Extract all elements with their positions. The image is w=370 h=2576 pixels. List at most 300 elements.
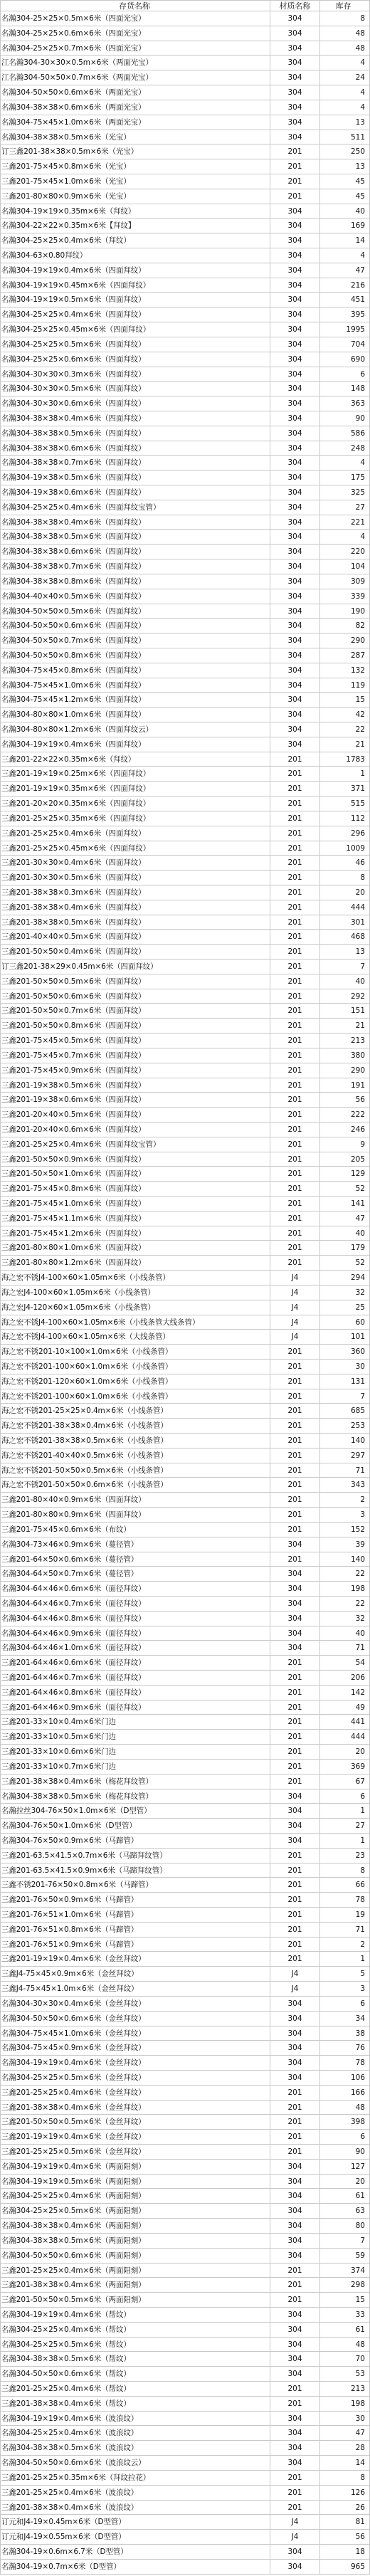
cell-stock[interactable]: 586 xyxy=(320,426,370,441)
cell-material[interactable]: 304 xyxy=(270,382,320,396)
cell-material[interactable]: J4 xyxy=(270,1315,320,1330)
cell-stock[interactable]: 140 xyxy=(320,1434,370,1449)
cell-name[interactable]: 三鑫201-75×45×1.1m×6米（四面拜纹） xyxy=(0,1211,270,1226)
cell-material[interactable]: 304 xyxy=(270,2234,320,2249)
cell-stock[interactable]: 30 xyxy=(320,1360,370,1374)
cell-material[interactable]: 304 xyxy=(270,1997,320,2012)
cell-stock[interactable]: 213 xyxy=(320,2382,370,2397)
cell-name[interactable]: 名瀚304-50×50×0.6m×6米（金丝拜纹） xyxy=(0,2012,270,2026)
cell-name[interactable]: 海之宏不锈201-40×40×0.5m×6米（小线条管） xyxy=(0,1449,270,1463)
cell-name[interactable]: 海之宏不锈201-50×50×0.6m×6米（小线条管） xyxy=(0,1478,270,1493)
cell-name[interactable]: 名瀚304-50×50×0.6m×6米（四面拜纹） xyxy=(0,619,270,634)
cell-stock[interactable]: 216 xyxy=(320,278,370,293)
cell-name[interactable]: 名瀚304-19×19×0.35m×6米（拜纹） xyxy=(0,204,270,219)
table-row[interactable] xyxy=(0,708,370,722)
table-row[interactable] xyxy=(0,1715,370,1730)
cell-material[interactable]: 201 xyxy=(270,1108,320,1123)
cell-stock[interactable]: 3 xyxy=(320,1982,370,1997)
cell-material[interactable]: 304 xyxy=(270,2456,320,2471)
cell-name[interactable]: 名瀚304-38×38×0.5m×6米（波浪纹） xyxy=(0,2441,270,2456)
table-row[interactable] xyxy=(0,1908,370,1923)
table-row[interactable] xyxy=(0,945,370,960)
table-row[interactable] xyxy=(0,1226,370,1241)
cell-material[interactable]: 304 xyxy=(270,307,320,322)
table-row[interactable] xyxy=(0,1152,370,1167)
cell-name[interactable]: 海之宏不锈J4-100×60×1.05m×6米（小线条管大线条管） xyxy=(0,1315,270,1330)
cell-stock[interactable]: 27 xyxy=(320,500,370,515)
cell-material[interactable]: 201 xyxy=(270,2382,320,2397)
table-row[interactable] xyxy=(0,1300,370,1315)
cell-material[interactable]: 304 xyxy=(270,634,320,648)
cell-name[interactable]: 名瀚304-38×38×0.5m×6米（四面拜纹） xyxy=(0,426,270,441)
table-row[interactable] xyxy=(0,1597,370,1612)
cell-name[interactable]: 三鑫201-20×20×0.35m×6米（四面拜纹） xyxy=(0,797,270,811)
cell-name[interactable]: 名瀚304-38×38×0.4m×6米（四面拜纹） xyxy=(0,411,270,426)
cell-stock[interactable]: 141 xyxy=(320,1197,370,1211)
cell-name[interactable]: 三鑫201-38×38×0.4m×6米（四面拜纹） xyxy=(0,900,270,915)
header-name[interactable]: 存货名称 xyxy=(0,0,270,11)
cell-material[interactable]: 304 xyxy=(270,693,320,708)
cell-stock[interactable]: 374 xyxy=(320,2264,370,2278)
cell-material[interactable]: 304 xyxy=(270,2412,320,2427)
table-row[interactable] xyxy=(0,2293,370,2308)
cell-material[interactable]: 201 xyxy=(270,2145,320,2160)
cell-material[interactable]: 304 xyxy=(270,278,320,293)
cell-stock[interactable]: 511 xyxy=(320,130,370,145)
table-row[interactable] xyxy=(0,41,370,56)
cell-material[interactable]: 201 xyxy=(270,871,320,885)
table-row[interactable] xyxy=(0,1256,370,1271)
cell-stock[interactable]: 380 xyxy=(320,1048,370,1063)
cell-stock[interactable]: 13 xyxy=(320,115,370,130)
cell-stock[interactable]: 40 xyxy=(320,204,370,219)
cell-material[interactable]: 201 xyxy=(270,1863,320,1878)
cell-name[interactable]: 三鑫201-19×19×0.4m×6米（金丝拜纹） xyxy=(0,2130,270,2145)
cell-stock[interactable]: 339 xyxy=(320,589,370,604)
cell-name[interactable]: 三鑫201-38×38×0.4m×6米（金丝拜纹） xyxy=(0,2101,270,2115)
cell-stock[interactable]: 22 xyxy=(320,1567,370,1582)
cell-material[interactable]: 304 xyxy=(270,2189,320,2204)
table-row[interactable] xyxy=(0,1671,370,1686)
table-row[interactable] xyxy=(0,2189,370,2204)
cell-stock[interactable]: 8 xyxy=(320,1863,370,1878)
table-row[interactable] xyxy=(0,1123,370,1137)
cell-material[interactable]: 201 xyxy=(270,811,320,826)
cell-name[interactable]: 名瀚304-25×25×0.4m×6米（帮纹） xyxy=(0,2323,270,2338)
cell-name[interactable]: 名瀚304-25×25×0.5m×6米（四面光宝） xyxy=(0,11,270,26)
cell-stock[interactable]: 81 xyxy=(320,2515,370,2530)
cell-name[interactable]: 名瀚304-50×50×0.5m×6米（四面拜纹） xyxy=(0,604,270,619)
cell-name[interactable]: 名瀚304-19×19×0.4m×6米（四面拜纹） xyxy=(0,737,270,752)
cell-material[interactable]: 304 xyxy=(270,470,320,485)
cell-material[interactable]: 304 xyxy=(270,485,320,500)
cell-stock[interactable]: 292 xyxy=(320,989,370,1004)
cell-material[interactable]: 201 xyxy=(270,1952,320,1967)
cell-name[interactable]: 三鑫201-76×50×0.9m×6米（马蹄管） xyxy=(0,1893,270,1908)
cell-stock[interactable]: 127 xyxy=(320,2160,370,2175)
table-row[interactable] xyxy=(0,1108,370,1123)
table-row[interactable] xyxy=(0,1626,370,1641)
table-row[interactable] xyxy=(0,1863,370,1878)
table-row[interactable] xyxy=(0,559,370,574)
cell-name[interactable]: 名瀚304-19×19×0.4m×6米（金丝拜纹） xyxy=(0,2056,270,2071)
cell-material[interactable]: 201 xyxy=(270,782,320,797)
table-row[interactable] xyxy=(0,767,370,782)
table-row[interactable] xyxy=(0,2501,370,2515)
cell-stock[interactable]: 126 xyxy=(320,2486,370,2501)
cell-material[interactable]: 201 xyxy=(270,797,320,811)
table-row[interactable] xyxy=(0,1997,370,2012)
cell-stock[interactable]: 179 xyxy=(320,1241,370,1256)
cell-material[interactable]: 304 xyxy=(270,2056,320,2071)
cell-stock[interactable]: 70 xyxy=(320,2352,370,2367)
table-row[interactable] xyxy=(0,2249,370,2264)
table-row[interactable] xyxy=(0,530,370,545)
table-row[interactable] xyxy=(0,1552,370,1567)
cell-stock[interactable]: 685 xyxy=(320,1404,370,1419)
table-row[interactable] xyxy=(0,278,370,293)
cell-name[interactable]: 名瀚304-50×50×0.7m×6米（四面拜纹） xyxy=(0,634,270,648)
cell-stock[interactable]: 4 xyxy=(320,456,370,470)
cell-material[interactable]: 201 xyxy=(270,841,320,856)
table-row[interactable] xyxy=(0,604,370,619)
cell-name[interactable]: 三鑫201-33×10×0.5m×6米门边 xyxy=(0,1730,270,1745)
cell-material[interactable]: 304 xyxy=(270,56,320,70)
cell-name[interactable]: 海之宏不锈201-120×60×1.0m×6米（小线条管） xyxy=(0,1374,270,1389)
cell-stock[interactable]: 15 xyxy=(320,693,370,708)
cell-name[interactable]: 名瀚304-50×50×0.6m×6米（两面阳刻） xyxy=(0,2249,270,2264)
cell-name[interactable]: 三鑫201-64×46×0.8m×6米（面径拜纹） xyxy=(0,1686,270,1700)
cell-name[interactable]: 三鑫201-75×45×0.8m×6米（四面拜纹） xyxy=(0,1182,270,1197)
cell-stock[interactable]: 71 xyxy=(320,1641,370,1656)
cell-name[interactable]: 名瀚304-76×50×0.9m×6米（马蹄管） xyxy=(0,1834,270,1849)
table-row[interactable] xyxy=(0,1700,370,1715)
cell-name[interactable]: 三鑫J4-75×45×1.0m×6米（金丝拜纹） xyxy=(0,1982,270,1997)
cell-stock[interactable]: 52 xyxy=(320,1182,370,1197)
cell-name[interactable]: 三鑫不锈201-76×50×0.8m×6米（马蹄管） xyxy=(0,1878,270,1893)
cell-stock[interactable]: 47 xyxy=(320,1211,370,1226)
cell-material[interactable]: 201 xyxy=(270,1849,320,1863)
cell-name[interactable]: 名瀚304-25×25×0.6m×6米（四面拜纹） xyxy=(0,352,270,367)
table-row[interactable] xyxy=(0,1137,370,1152)
cell-name[interactable]: 名瀚304-25×25×0.4m×6米（波浪纹） xyxy=(0,2426,270,2441)
table-row[interactable] xyxy=(0,1938,370,1952)
table-row[interactable] xyxy=(0,2323,370,2338)
cell-material[interactable]: J4 xyxy=(270,1271,320,1286)
cell-name[interactable]: 名瀚304-50×50×0.8m×6米（四面拜纹） xyxy=(0,648,270,663)
table-row[interactable] xyxy=(0,2367,370,2382)
cell-stock[interactable]: 371 xyxy=(320,782,370,797)
table-row[interactable] xyxy=(0,1730,370,1745)
table-row[interactable] xyxy=(0,2012,370,2026)
cell-material[interactable]: 201 xyxy=(270,1137,320,1152)
cell-material[interactable]: 304 xyxy=(270,2071,320,2086)
cell-name[interactable]: 三鑫201-25×25×0.4m×6米（金丝拜纹） xyxy=(0,2086,270,2101)
cell-material[interactable]: 304 xyxy=(270,1626,320,1641)
cell-stock[interactable]: 48 xyxy=(320,2338,370,2352)
cell-stock[interactable]: 119 xyxy=(320,678,370,693)
cell-name[interactable]: 三鑫201-38×38×0.4m×6米（梅花拜纹管） xyxy=(0,1775,270,1789)
cell-name[interactable]: 名瀚304-25×25×0.45m×6米（四面拜纹） xyxy=(0,322,270,337)
cell-stock[interactable]: 32 xyxy=(320,1286,370,1300)
cell-material[interactable]: 201 xyxy=(270,945,320,960)
cell-name[interactable]: 名瀚304-38×38×0.8m×6米（四面拜纹） xyxy=(0,574,270,589)
cell-material[interactable]: 201 xyxy=(270,1923,320,1938)
table-row[interactable] xyxy=(0,1315,370,1330)
table-row[interactable] xyxy=(0,1048,370,1063)
cell-name[interactable]: 名瀚304-22×22×0.35m×6米【拜纹】 xyxy=(0,219,270,233)
cell-material[interactable]: 201 xyxy=(270,1197,320,1211)
cell-stock[interactable]: 395 xyxy=(320,307,370,322)
cell-material[interactable]: 304 xyxy=(270,1582,320,1597)
cell-material[interactable]: 201 xyxy=(270,1256,320,1271)
cell-name[interactable]: 名瀚304-19×19×0.45m×6米（四面拜纹） xyxy=(0,278,270,293)
cell-name[interactable]: 三鑫201-63.5×41.5×0.7m×6米（马蹄拜纹管） xyxy=(0,1849,270,1863)
cell-material[interactable]: 304 xyxy=(270,1819,320,1834)
cell-name[interactable]: 名瀚304-64×46×0.9m×6米（面径拜纹） xyxy=(0,1626,270,1641)
table-row[interactable] xyxy=(0,485,370,500)
table-row[interactable] xyxy=(0,337,370,352)
cell-material[interactable]: 201 xyxy=(270,1730,320,1745)
cell-name[interactable]: 三鑫201-25×25×0.4m×6米（四面拜纹宝管） xyxy=(0,1137,270,1152)
cell-stock[interactable]: 129 xyxy=(320,1167,370,1182)
table-row[interactable] xyxy=(0,1508,370,1523)
header-material[interactable]: 材质名称 xyxy=(270,0,320,11)
cell-material[interactable]: J4 xyxy=(270,2515,320,2530)
cell-stock[interactable]: 42 xyxy=(320,708,370,722)
cell-stock[interactable]: 71 xyxy=(320,1923,370,1938)
table-row[interactable] xyxy=(0,2160,370,2175)
cell-material[interactable]: 201 xyxy=(270,1211,320,1226)
table-row[interactable] xyxy=(0,2071,370,2086)
table-row[interactable] xyxy=(0,1419,370,1434)
cell-material[interactable]: 201 xyxy=(270,1878,320,1893)
cell-stock[interactable]: 40 xyxy=(320,974,370,989)
cell-name[interactable]: 名瀚304-80×80×1.2m×6米（四面拜纹云） xyxy=(0,722,270,737)
cell-name[interactable]: 订三鑫201-38×38×0.5m×6米（光宝） xyxy=(0,144,270,159)
cell-name[interactable]: 三鑫201-75×45×0.6m×6米（布纹） xyxy=(0,1523,270,1537)
cell-name[interactable]: 三鑫201-50×50×0.4m×6米（四面拜纹） xyxy=(0,945,270,960)
table-row[interactable] xyxy=(0,619,370,634)
cell-stock[interactable]: 8 xyxy=(320,871,370,885)
cell-stock[interactable]: 4 xyxy=(320,100,370,115)
cell-stock[interactable]: 13 xyxy=(320,159,370,174)
cell-name[interactable]: 海之宏不锈201-100×60×1.0m×6米（小线条管） xyxy=(0,1389,270,1404)
cell-stock[interactable]: 66 xyxy=(320,1878,370,1893)
cell-material[interactable]: 201 xyxy=(270,1241,320,1256)
cell-stock[interactable]: 398 xyxy=(320,2115,370,2130)
cell-name[interactable]: 名瀚304-25×25×0.4m×6米（两面阳刻） xyxy=(0,2189,270,2204)
cell-material[interactable]: 304 xyxy=(270,559,320,574)
table-row[interactable] xyxy=(0,322,370,337)
cell-material[interactable]: 201 xyxy=(270,1686,320,1700)
table-row[interactable] xyxy=(0,1330,370,1345)
cell-stock[interactable]: 90 xyxy=(320,411,370,426)
cell-stock[interactable]: 1 xyxy=(320,1952,370,1967)
table-row[interactable] xyxy=(0,1360,370,1374)
cell-stock[interactable]: 298 xyxy=(320,2278,370,2293)
cell-name[interactable]: 三鑫201-30×30×0.4m×6米（四面拜纹） xyxy=(0,856,270,871)
cell-name[interactable]: 海之宏不锈J4-100×60×1.05m×6米（小线条管） xyxy=(0,1271,270,1286)
cell-name[interactable]: 江名瀚304-30×30×0.5m×6米（两面光宝） xyxy=(0,56,270,70)
cell-material[interactable]: 304 xyxy=(270,1612,320,1626)
table-row[interactable] xyxy=(0,722,370,737)
table-row[interactable] xyxy=(0,2397,370,2412)
cell-material[interactable]: 201 xyxy=(270,1434,320,1449)
cell-name[interactable]: 名瀚304-63×0.80拜纹） xyxy=(0,248,270,263)
cell-name[interactable]: 海之宏J4-120×60×1.05m×6米（小线条管） xyxy=(0,1300,270,1315)
table-row[interactable] xyxy=(0,678,370,693)
table-row[interactable] xyxy=(0,352,370,367)
cell-material[interactable]: 201 xyxy=(270,1908,320,1923)
cell-name[interactable]: 名瀚304-19×19×0.4m×6米（波浪纹） xyxy=(0,2412,270,2427)
table-row[interactable] xyxy=(0,2264,370,2278)
table-row[interactable] xyxy=(0,1197,370,1211)
table-row[interactable] xyxy=(0,1434,370,1449)
table-row[interactable] xyxy=(0,1211,370,1226)
cell-stock[interactable]: 2 xyxy=(320,1938,370,1952)
cell-stock[interactable]: 191 xyxy=(320,1078,370,1093)
cell-name[interactable]: 三鑫201-19×38×0.5m×6米（四面拜纹） xyxy=(0,1078,270,1093)
cell-stock[interactable]: 112 xyxy=(320,811,370,826)
cell-name[interactable]: 三鑫201-38×38×0.4m×6米（帮纹） xyxy=(0,2397,270,2412)
table-row[interactable] xyxy=(0,1182,370,1197)
table-row[interactable] xyxy=(0,1493,370,1508)
table-row[interactable] xyxy=(0,1537,370,1552)
header-stock[interactable]: 库存 xyxy=(320,0,370,11)
cell-name[interactable]: 三鑫201-75×45×1.2m×6米（四面拜纹） xyxy=(0,1226,270,1241)
cell-stock[interactable]: 106 xyxy=(320,2071,370,2086)
cell-name[interactable]: 三鑫201-25×25×0.45m×6米（四面拜纹） xyxy=(0,841,270,856)
cell-name[interactable]: 名瀚304-80×80×1.0m×6米（四面拜纹） xyxy=(0,708,270,722)
cell-stock[interactable]: 45 xyxy=(320,174,370,189)
cell-name[interactable]: 名瀚304-75×45×0.8m×6米（四面拜纹） xyxy=(0,663,270,678)
cell-name[interactable]: 名瀚304-19×38×0.6m×6米（四面拜纹） xyxy=(0,485,270,500)
cell-material[interactable]: 201 xyxy=(270,989,320,1004)
cell-stock[interactable]: 131 xyxy=(320,1374,370,1389)
cell-name[interactable]: 名瀚304-38×38×0.5m×6米（帮纹） xyxy=(0,2352,270,2367)
table-row[interactable] xyxy=(0,1834,370,1849)
table-row[interactable] xyxy=(0,174,370,189)
cell-material[interactable]: 304 xyxy=(270,722,320,737)
cell-material[interactable]: 201 xyxy=(270,2501,320,2515)
cell-stock[interactable]: 190 xyxy=(320,604,370,619)
cell-name[interactable]: 海之宏不锈201-50×50×0.5m×6米（小线条管） xyxy=(0,1463,270,1478)
cell-stock[interactable]: 5 xyxy=(320,1967,370,1982)
cell-name[interactable]: 三鑫201-80×80×0.9m×6米（四面拜纹） xyxy=(0,1508,270,1523)
cell-stock[interactable]: 296 xyxy=(320,826,370,841)
cell-stock[interactable]: 13 xyxy=(320,945,370,960)
cell-name[interactable]: 名瀚304-38×38×0.7m×6米（四面拜纹） xyxy=(0,559,270,574)
cell-name[interactable]: 名瀚304-25×25×0.5m×6米（两面阳刻） xyxy=(0,2204,270,2219)
cell-name[interactable]: 名瀚304-38×38×0.6m×6米（四面拜纹） xyxy=(0,441,270,456)
cell-material[interactable]: 304 xyxy=(270,1597,320,1612)
cell-stock[interactable]: 18 xyxy=(320,2545,370,2560)
cell-name[interactable]: 三鑫201-25×25×0.35m×6米（拜纹拉花） xyxy=(0,2471,270,2486)
cell-material[interactable]: 201 xyxy=(270,900,320,915)
table-row[interactable] xyxy=(0,367,370,382)
cell-name[interactable]: 名瀚304-73×46×0.9m×6米（蔓径管） xyxy=(0,1537,270,1552)
cell-material[interactable]: 201 xyxy=(270,1063,320,1078)
cell-stock[interactable]: 250 xyxy=(320,144,370,159)
table-row[interactable] xyxy=(0,2086,370,2101)
cell-stock[interactable]: 1 xyxy=(320,1834,370,1849)
cell-name[interactable]: 三鑫201-80×80×0.9m×6米（光宝） xyxy=(0,189,270,204)
table-row[interactable] xyxy=(0,100,370,115)
cell-material[interactable]: 304 xyxy=(270,2308,320,2323)
cell-stock[interactable]: 104 xyxy=(320,559,370,574)
cell-name[interactable]: 名瀚304-38×38×0.5m×6米（梅花拜纹管） xyxy=(0,1789,270,1804)
table-row[interactable] xyxy=(0,2530,370,2545)
cell-material[interactable]: 304 xyxy=(270,2175,320,2189)
cell-name[interactable]: 三鑫201-50×50×0.6m×6米（四面拜纹） xyxy=(0,989,270,1004)
table-row[interactable] xyxy=(0,70,370,85)
cell-material[interactable]: 201 xyxy=(270,826,320,841)
cell-material[interactable]: 201 xyxy=(270,1552,320,1567)
table-row[interactable] xyxy=(0,574,370,589)
cell-material[interactable]: 304 xyxy=(270,663,320,678)
cell-stock[interactable]: 67 xyxy=(320,1775,370,1789)
cell-stock[interactable]: 61 xyxy=(320,2323,370,2338)
table-row[interactable] xyxy=(0,189,370,204)
cell-stock[interactable]: 444 xyxy=(320,1730,370,1745)
cell-material[interactable]: 201 xyxy=(270,1182,320,1197)
cell-name[interactable]: 名瀚304-25×25×0.5m×6米（帮纹） xyxy=(0,2338,270,2352)
cell-name[interactable]: 名瀚304-75×45×0.9m×6米（金丝拜纹） xyxy=(0,2041,270,2056)
cell-stock[interactable]: 56 xyxy=(320,1093,370,1108)
table-row[interactable] xyxy=(0,1523,370,1537)
cell-material[interactable]: 304 xyxy=(270,441,320,456)
cell-material[interactable]: 304 xyxy=(270,737,320,752)
table-row[interactable] xyxy=(0,1641,370,1656)
cell-material[interactable]: 201 xyxy=(270,1715,320,1730)
table-row[interactable] xyxy=(0,470,370,485)
cell-stock[interactable]: 369 xyxy=(320,1760,370,1775)
cell-name[interactable]: 名瀚304-25×25×0.4m×6米（四面拜纹） xyxy=(0,307,270,322)
cell-material[interactable]: 201 xyxy=(270,1493,320,1508)
cell-name[interactable]: 名瀚304-64×46×1.0m×6米（面径拜纹） xyxy=(0,1641,270,1656)
cell-material[interactable]: 304 xyxy=(270,2204,320,2219)
cell-material[interactable]: 201 xyxy=(270,915,320,930)
cell-name[interactable]: 三鑫201-40×40×0.5m×6米（四面拜纹） xyxy=(0,930,270,945)
cell-name[interactable]: 名瀚304-19×19×0.5m×6米（四面拜纹） xyxy=(0,293,270,307)
table-row[interactable] xyxy=(0,115,370,130)
cell-name[interactable]: 三鑫201-25×25×0.4m×6米（波浪纹） xyxy=(0,2486,270,2501)
cell-material[interactable]: 304 xyxy=(270,1804,320,1819)
cell-name[interactable]: 三鑫201-22×22×0.35m×6米（拜纹） xyxy=(0,752,270,767)
cell-material[interactable]: 304 xyxy=(270,2545,320,2560)
cell-material[interactable]: 201 xyxy=(270,2130,320,2145)
cell-material[interactable]: 201 xyxy=(270,767,320,782)
cell-stock[interactable]: 45 xyxy=(320,189,370,204)
cell-material[interactable]: 201 xyxy=(270,189,320,204)
table-row[interactable] xyxy=(0,2145,370,2160)
table-row[interactable] xyxy=(0,1849,370,1863)
table-row[interactable] xyxy=(0,1893,370,1908)
cell-material[interactable]: 201 xyxy=(270,1478,320,1493)
cell-stock[interactable]: 360 xyxy=(320,1345,370,1360)
cell-name[interactable]: 三鑫201-25×25×0.5m×6米（金丝拜纹） xyxy=(0,2145,270,2160)
cell-stock[interactable]: 965 xyxy=(320,2560,370,2575)
cell-stock[interactable]: 515 xyxy=(320,797,370,811)
cell-material[interactable]: 304 xyxy=(270,41,320,56)
table-row[interactable] xyxy=(0,2338,370,2352)
table-row[interactable] xyxy=(0,871,370,885)
table-row[interactable] xyxy=(0,2056,370,2071)
table-row[interactable] xyxy=(0,1686,370,1700)
table-row[interactable] xyxy=(0,1967,370,1982)
cell-stock[interactable]: 52 xyxy=(320,1256,370,1271)
